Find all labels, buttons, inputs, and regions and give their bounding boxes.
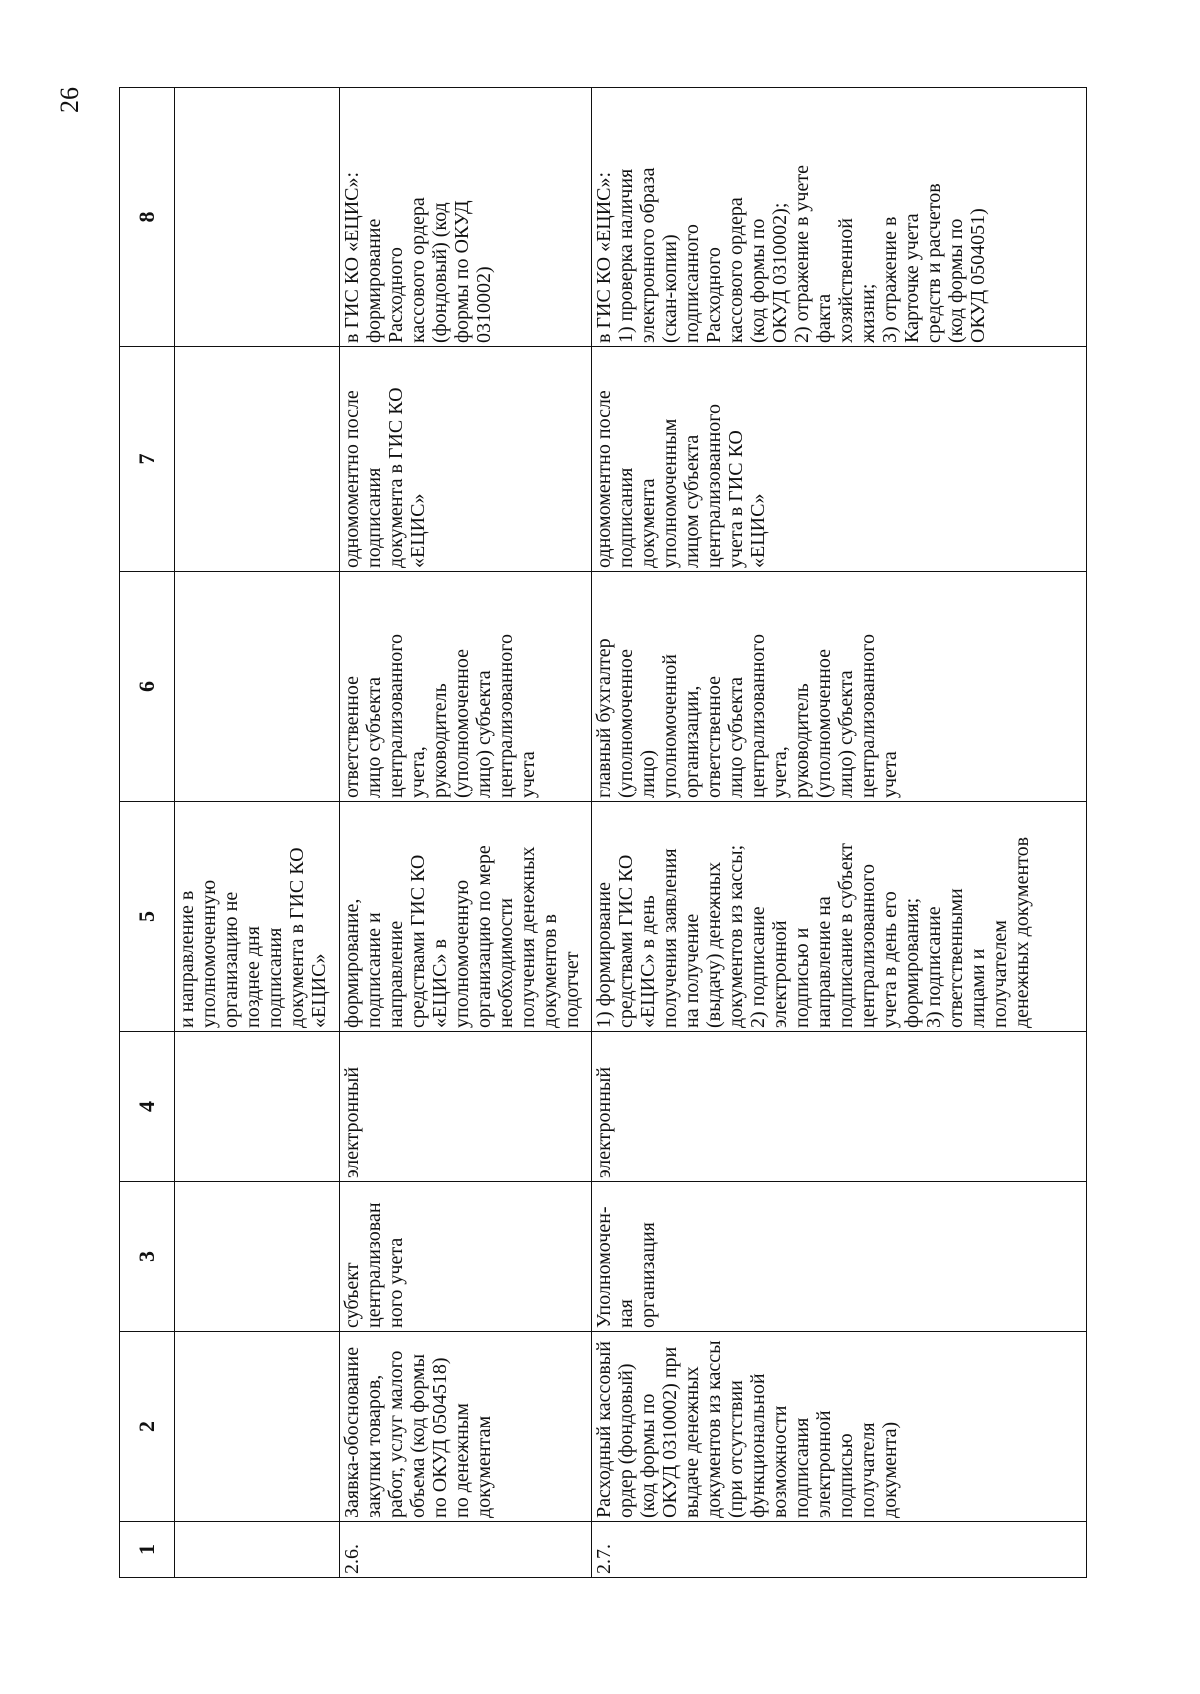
cell-text-line: документа в ГИС КО — [286, 847, 308, 1028]
cell-text-line: электронный — [341, 1066, 363, 1178]
cell-text-line: ответственными — [945, 888, 967, 1028]
cell-text-line: подписания — [264, 927, 286, 1028]
cell-text-line: централизованного — [703, 404, 725, 568]
cell-text-line: «ЕЦИС» — [308, 953, 330, 1028]
header-col-3: 3 — [120, 1182, 175, 1332]
cell-text-line: работ, услуг малого — [385, 1350, 407, 1518]
header-col-7: 7 — [120, 347, 175, 572]
originator-cell — [340, 1182, 592, 1332]
cell-text-line: Заявка-обоснование — [341, 1346, 363, 1518]
cell-text-line: и направление в — [176, 890, 198, 1028]
row-number-cell — [592, 1522, 1087, 1578]
cell-text-line: лицо) субъекта — [473, 670, 495, 798]
cell-text-line: подотчет — [561, 951, 583, 1028]
cell-text-line: (уполномоченное — [615, 648, 637, 798]
rotated-table-container — [119, 88, 1087, 1578]
cell-text-line: Карточке учета — [901, 213, 923, 343]
cell-text-line: по ОКУД 0504518) — [429, 1357, 451, 1518]
cell-text-line: «ЕЦИС» в — [429, 939, 451, 1028]
cell-text-line: ОКУД 0310002) при — [659, 1346, 681, 1518]
cell-text-line: ответственное — [341, 675, 363, 798]
cell-text-line: организации, — [681, 685, 703, 798]
cell-text-line: средствами ГИС КО — [615, 854, 637, 1028]
header-col-6: 6 — [120, 572, 175, 802]
page-number — [50, 80, 90, 120]
cell-text-line: получателем — [989, 920, 1011, 1028]
cell-text-line: направление — [385, 920, 407, 1028]
cell-text-line: ная — [615, 1299, 637, 1328]
header-row — [120, 88, 175, 1578]
cell-text-line: ного учета — [385, 1237, 407, 1328]
cell-text-line: документам — [473, 1415, 495, 1518]
cell-text-line: подписание и — [363, 912, 385, 1028]
cell-text-line: средств и расчетов — [923, 183, 945, 343]
cell-text-line: (код формы по — [747, 218, 769, 343]
cell-text-line: подписью и — [791, 927, 813, 1028]
cell-text-line: направление на — [813, 896, 835, 1028]
cell-text-line: подписания — [615, 467, 637, 568]
cell-text-line: «ЕЦИС» — [407, 493, 429, 568]
cell-text-line: централизованного — [495, 634, 517, 798]
cell-text-line: ОКУД 0310002); — [769, 202, 791, 343]
row-number-cell — [340, 1522, 592, 1578]
cell-text-line: документа в ГИС КО — [385, 387, 407, 568]
cell-text-line: Расходного — [385, 247, 407, 343]
responsible-cell — [340, 572, 592, 802]
cell-text-line: электронный — [593, 1066, 615, 1178]
cell-text-line: организацию не — [220, 891, 242, 1028]
header-col-8: 8 — [120, 88, 175, 347]
cell-text-line: документов из кассы — [703, 1340, 725, 1518]
cell-text-line: (код формы по — [637, 1393, 659, 1518]
cell-text-line: необходимости — [495, 897, 517, 1028]
header-col-4: 4 — [120, 1032, 175, 1182]
cell-text-line: возможности — [769, 1405, 791, 1518]
procedure-cell — [592, 802, 1087, 1032]
cell-text-line: кассового ордера — [407, 197, 429, 343]
cell-text-line: документа) — [879, 1421, 901, 1518]
cell-text-line: хозяйственной — [835, 218, 857, 343]
cell-text-line: формирование — [363, 218, 385, 343]
cell-text-line: денежных документов — [1011, 836, 1033, 1028]
cell-text-line: главный бухгалтер — [593, 638, 615, 798]
cell-text-line: субъект — [341, 1262, 363, 1328]
cell-text-line: уполномоченную — [198, 879, 220, 1028]
cell-text-line: (уполномоченное — [813, 648, 835, 798]
cell-text-line: (выдачу) денежных — [703, 861, 725, 1028]
header-col-1: 1 — [120, 1522, 175, 1578]
format-cell — [592, 1032, 1087, 1182]
deadline-cell — [340, 347, 592, 572]
cell-text-line: учета — [879, 751, 901, 798]
cell-text-line: получения денежных — [517, 846, 539, 1028]
cell-text-line: ордер (фондовый) — [615, 1363, 637, 1518]
continuation-row — [175, 88, 340, 1578]
cell-text-line: лицо) субъекта — [835, 670, 857, 798]
header-col-2: 2 — [120, 1332, 175, 1522]
cell-text-line: централизован — [363, 1202, 385, 1328]
cell-text-line: 2) отражение в учете — [791, 165, 813, 343]
responsible-cell — [592, 572, 1087, 802]
cell-text-line: руководитель — [791, 683, 813, 798]
cell-text-line: централизованного — [747, 634, 769, 798]
cell-text-line: документов из кассы; — [725, 844, 747, 1028]
cell-text-line: централизованного — [857, 864, 879, 1028]
document-name-cell — [340, 1332, 592, 1522]
cont-cell-5 — [175, 802, 340, 1032]
cell-text-line: уполномоченной — [659, 654, 681, 798]
cell-text-line: руководитель — [429, 683, 451, 798]
cont-cell-8 — [175, 88, 340, 347]
cell-text-line: закупки товаров, — [363, 1374, 385, 1518]
cell-text-line: выдаче денежных — [681, 1366, 703, 1518]
cont-cell-4 — [175, 1032, 340, 1182]
cell-text-line: документов в — [539, 914, 561, 1028]
cell-text-line: уполномоченную — [451, 879, 473, 1028]
cell-text-line: организация — [637, 1222, 659, 1328]
cell-text-line: получения заявления — [659, 848, 681, 1028]
cell-text-line: подписания — [363, 467, 385, 568]
cell-text-line: формы по ОКУД — [451, 200, 473, 343]
cell-text-line: учета в день его — [879, 891, 901, 1028]
cell-text-line: формирования; — [901, 897, 923, 1028]
cell-text-line: централизованного — [385, 634, 407, 798]
cell-text-line: 2.6. — [341, 1544, 363, 1574]
cell-text-line: Расходный кассовый — [593, 1341, 615, 1518]
cell-text-line: жизни; — [857, 283, 879, 343]
cont-cell-2 — [175, 1332, 340, 1522]
cell-text-line: лицами и — [967, 948, 989, 1028]
cell-text-line: лицо субъекта — [725, 677, 747, 798]
cell-text-line: 1) проверка наличия — [615, 168, 637, 343]
cell-text-line: формирование, — [341, 898, 363, 1028]
format-cell — [340, 1032, 592, 1182]
cell-text-line: получателя — [857, 1422, 879, 1518]
cell-text-line: организацию по мере — [473, 845, 495, 1028]
result-cell — [592, 88, 1087, 347]
cell-text-line: документа — [637, 478, 659, 568]
cell-text-line: «ЕЦИС» — [747, 493, 769, 568]
cell-text-line: в ГИС КО «ЕЦИС»: — [593, 171, 615, 343]
cell-text-line: (скан-копии) — [659, 234, 681, 343]
deadline-cell — [592, 347, 1087, 572]
registry-table — [119, 87, 1087, 1578]
cell-text-line: подписанного — [681, 224, 703, 343]
cell-text-line: функциональной — [747, 1373, 769, 1518]
cell-text-line: Уполномочен- — [593, 1206, 615, 1328]
originator-cell — [592, 1182, 1087, 1332]
cell-text-line: (при отсутствии — [725, 1380, 747, 1518]
cell-text-line: учета, — [407, 746, 429, 798]
table-row — [592, 88, 1087, 1578]
cell-text-line: (код формы по — [945, 218, 967, 343]
procedure-cell — [340, 802, 592, 1032]
cell-text-line: лицо субъекта — [363, 677, 385, 798]
cell-text-line: одномоментно после — [341, 390, 363, 568]
cell-text-line: ОКУД 0504051) — [967, 208, 989, 343]
cell-text-line: позднее дня — [242, 926, 264, 1028]
cell-text-line: объема (код формы — [407, 1353, 429, 1518]
cont-cell-6 — [175, 572, 340, 802]
cell-text-line: лицо) — [637, 749, 659, 798]
cell-text-line: электронной — [813, 1410, 835, 1518]
cell-text-line: 0310002) — [473, 266, 495, 343]
cell-text-line: ответственное — [703, 675, 725, 798]
table-row — [340, 88, 592, 1578]
cell-text-line: одномоментно после — [593, 390, 615, 568]
document-name-cell — [592, 1332, 1087, 1522]
cont-cell-1 — [175, 1522, 340, 1578]
cell-text-line: учета в ГИС КО — [725, 430, 747, 568]
cell-text-line: лицом субъекта — [681, 434, 703, 568]
header-col-5: 5 — [120, 802, 175, 1032]
cell-text-line: электронной — [769, 920, 791, 1028]
cell-text-line: 2.7. — [593, 1544, 615, 1574]
page-number-text: 26 — [55, 87, 84, 113]
cell-text-line: на получение — [681, 913, 703, 1028]
cell-text-line: 2) подписание — [747, 906, 769, 1028]
cont-cell-3 — [175, 1182, 340, 1332]
cell-text-line: подписью — [835, 1433, 857, 1518]
cell-text-line: учета, — [769, 746, 791, 798]
cell-text-line: по денежным — [451, 1403, 473, 1518]
cell-text-line: факта — [813, 293, 835, 343]
cell-text-line: Расходного — [703, 247, 725, 343]
cell-text-line: уполномоченным — [659, 418, 681, 568]
cell-text-line: в ГИС КО «ЕЦИС»: — [341, 171, 363, 343]
result-cell — [340, 88, 592, 347]
cell-text-line: средствами ГИС КО — [407, 854, 429, 1028]
cell-text-line: подписания — [791, 1417, 813, 1518]
cell-text-line: (фондовый) (код — [429, 202, 451, 343]
cell-text-line: подписание в субъект — [835, 843, 857, 1028]
cell-text-line: кассового ордера — [725, 197, 747, 343]
cell-text-line: «ЕЦИС» в день — [637, 895, 659, 1028]
cell-text-line: 1) формирование — [593, 881, 615, 1028]
cell-text-line: централизованного — [857, 634, 879, 798]
cell-text-line: учета — [517, 751, 539, 798]
cell-text-line: 3) подписание — [923, 906, 945, 1028]
cell-text-line: 3) отражение в — [879, 216, 901, 343]
cell-text-line: (уполномоченное — [451, 648, 473, 798]
cont-cell-7 — [175, 347, 340, 572]
cell-text-line: электронного образа — [637, 167, 659, 343]
